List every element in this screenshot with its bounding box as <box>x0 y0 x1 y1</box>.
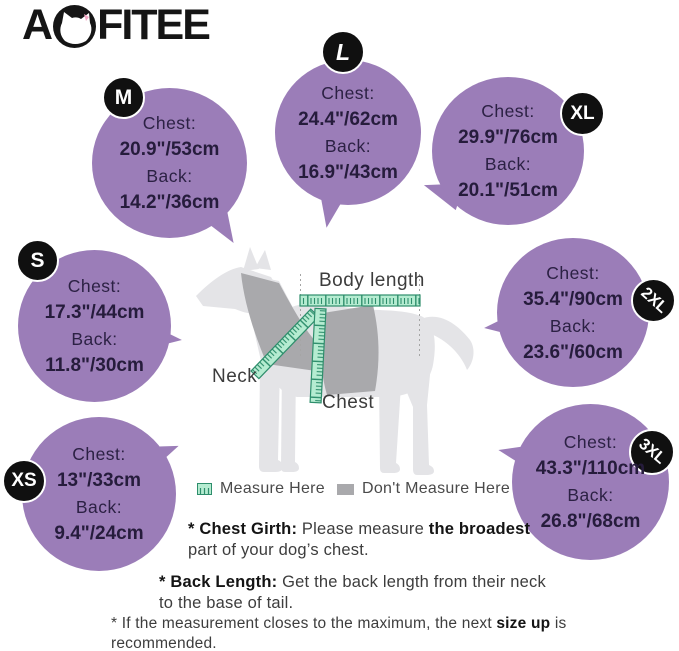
back-value: 11.8"/30cm <box>45 355 144 376</box>
logo-letter-a: A <box>22 1 52 49</box>
back-value: 14.2"/36cm <box>119 192 220 213</box>
size-badge-label: L <box>335 38 351 65</box>
size-bubble-2xl <box>497 238 671 387</box>
note-bold: size up <box>496 615 551 632</box>
note-text: * If the measurement closes to the maximum, the next <box>111 615 497 632</box>
chest-label: Chest: <box>142 113 197 133</box>
chest-value: 20.9"/53cm <box>119 139 220 160</box>
size-badge-label: XS <box>11 470 37 491</box>
chest-value: 13"/33cm <box>56 470 141 491</box>
note-text: is recommended. <box>111 615 567 651</box>
note-bold: the broadest <box>428 520 531 538</box>
note-text: part of your dog’s chest. <box>188 541 369 560</box>
chest-label: Chest: <box>72 444 126 464</box>
note-bold: * Back Length: <box>159 573 278 591</box>
body-length-tape <box>300 295 420 306</box>
back-value: 9.4"/24cm <box>54 523 144 544</box>
dont-measure-here-label: Don't Measure Here <box>361 480 511 497</box>
size-bubble-xl <box>432 77 595 225</box>
chest-girth-note <box>188 519 544 562</box>
back-label: Back: <box>146 166 193 186</box>
back-label: Back: <box>324 135 372 156</box>
size-measurements <box>275 80 421 186</box>
back-value: 26.8"/68cm <box>540 511 641 532</box>
brand-logo <box>22 0 209 50</box>
size-badge-label: XL <box>570 102 595 124</box>
size-bubble-l <box>275 38 421 205</box>
note-bold: * Chest Girth: <box>188 520 298 538</box>
size-badge-label: 3XL <box>635 435 670 468</box>
size-up-note <box>111 614 579 651</box>
back-value: 16.9"/43cm <box>298 161 398 183</box>
chest-label: Chest: <box>321 82 375 103</box>
chest-label: Chest: <box>546 262 600 283</box>
size-measurements <box>18 273 171 379</box>
chest-value: 43.3"/110cm <box>535 458 646 479</box>
neck-label: Neck <box>212 366 258 387</box>
size-bubble-xs <box>11 417 176 571</box>
back-value: 23.6"/60cm <box>523 341 623 363</box>
size-measurements <box>22 441 176 547</box>
chest-value: 17.3"/44cm <box>44 302 145 323</box>
logo-letters-fitee: FITEE <box>97 1 209 49</box>
size-measurements <box>497 260 649 366</box>
chest-value: 29.9"/76cm <box>458 127 558 148</box>
size-badge-l <box>321 30 365 74</box>
size-bubble-m <box>92 85 247 238</box>
size-badge-label: S <box>30 248 45 272</box>
size-bubble-s <box>18 250 171 402</box>
back-length-note <box>159 572 551 615</box>
back-label: Back: <box>71 329 118 349</box>
note-text: Get the back length from their neck to the base of tail. <box>159 573 546 613</box>
back-label: Back: <box>549 315 597 336</box>
back-value: 20.1"/51cm <box>458 180 558 201</box>
size-measurements <box>432 98 584 204</box>
size-badge-label: 2XL <box>637 283 671 317</box>
chest-label: Chest: <box>481 101 535 121</box>
back-label: Back: <box>484 154 532 174</box>
chest-label: Chest: <box>67 276 122 296</box>
back-label: Back: <box>75 497 123 517</box>
size-measurements <box>92 110 247 216</box>
size-badge-label: M <box>114 85 133 109</box>
chest-value: 24.4"/62cm <box>298 108 398 130</box>
measure-legend <box>197 480 510 498</box>
measure-tape-icon <box>197 483 212 495</box>
body-length-label: Body length <box>319 270 425 291</box>
dont-measure-swatch <box>337 484 354 495</box>
measure-here-label: Measure Here <box>220 480 325 497</box>
note-text: Please measure <box>297 520 429 538</box>
chest-label: Chest: <box>563 432 618 452</box>
back-label: Back: <box>567 485 614 505</box>
chest-value: 35.4"/90cm <box>523 288 623 310</box>
cat-head-icon <box>53 5 96 48</box>
chest-label: Chest <box>322 392 375 413</box>
